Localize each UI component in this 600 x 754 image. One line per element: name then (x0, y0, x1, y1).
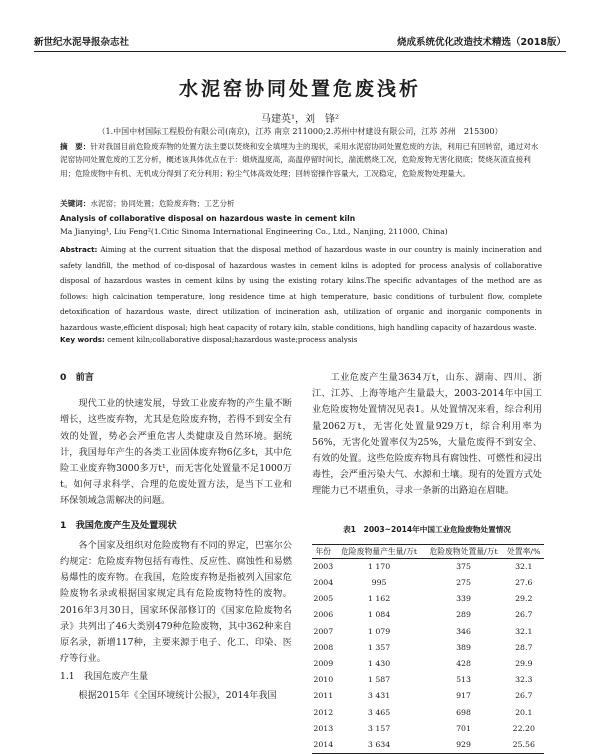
col-header-year: 年份 (315, 546, 332, 556)
keywords-en-text: cement kiln;collaborative disposal;hazardous waste;process analysis (107, 335, 358, 344)
table-cell: 275 (456, 578, 471, 588)
table-cell: 20.1 (515, 707, 533, 717)
table-cell: 1 357 (367, 642, 391, 652)
table-cell: 339 (456, 594, 471, 604)
table-cell: 26.7 (515, 691, 533, 701)
table-cell: 701 (456, 723, 471, 733)
table-row (312, 656, 544, 672)
running-header (34, 34, 566, 52)
table-row (312, 640, 544, 656)
table-cell: 2008 (313, 642, 334, 652)
right-paragraph: 工业危废产生量3634万t，山东、湖南、四川、浙江、江苏、上海等地产生量最大，2003-2014年中国工业危险废物处置情况见表1。从处置情况来看，综合利用量2062万t，无害化处置量929万t，综合利用率为56%，无害化处置率仅为25%，大量危废得不到安全、有效的处置。这些危险废弃物具有腐蚀性、可燃性和浸出毒性，会严重污染大气、水源和土壤。现有的处置方式处理能力已不堪重负，寻求一条新的出路迫在眉睫。 (312, 372, 542, 497)
table-cell: 26.7 (515, 610, 533, 620)
table-cell: 1 587 (367, 675, 391, 685)
english-title: Analysis of collaborative disposal on hazardous waste in cement kiln (60, 214, 356, 223)
table-cell: 27.6 (515, 578, 533, 588)
table-cell: 995 (371, 578, 387, 588)
article-title: 水泥窑协同处置危废浅析 (178, 78, 421, 100)
table-cell: 2004 (313, 578, 334, 588)
table-cell: 29.2 (515, 594, 533, 604)
table-cell: 3 157 (367, 723, 391, 733)
article-authors: 马建英¹，刘 锋² (260, 114, 340, 125)
table-cell: 29.9 (515, 659, 533, 669)
table-cell: 375 (456, 561, 471, 571)
section-0-paragraph: 现代工业的快速发展，导致工业废弃物的产生量不断增长，这些废弃物，尤其是危险废弃物，若得不到安全有效的处置，势必会严重危害人类健康及自然环境。据统计，我国每年产生的各类工业固体废弃物6亿多t，其中危险工业废弃物3000多万t¹，而无害化处置量不足1000万t。如何寻求科学、合理的危废处置方法，是当下工业和环保领域急需解决的问题。 (60, 398, 292, 507)
table-cell: 2010 (313, 675, 334, 685)
author-affiliation: （1.中国中材国际工程股份有限公司(南京)，江苏 南京 211000;2.苏州中材建设有限公司，江苏 苏州 215300） (97, 127, 503, 136)
abstract-en-text: Aiming at the current situation that the disposal method of hazardous waste in our country is mainly incineration and safety landfill, the method of co-disposal of hazardous wastes in cement kilns is adopted for process analysis of collaborative disposal of hazardous wastes in cement kilns by using the existing rotary kilns.The specific advantages of the method are as follows: high calcination temperature, long residence time at high temperature, basic conditions of turbulent flow, complete detoxification of hazardous waste, direct utilization of incineration ash, utilization of organic and inorganic components in hazardous waste,efficient disposal; high heat capacity of rotary kiln, stable conditions, high handling capacity of hazardous waste. (60, 245, 542, 332)
table-row (312, 591, 544, 607)
keywords-cn-label: 关键词： (60, 199, 91, 208)
table-cell: 2005 (313, 594, 334, 604)
table-cell: 2007 (313, 626, 334, 636)
table-row (312, 737, 544, 754)
abstract-cn (60, 140, 542, 180)
right-column (312, 370, 542, 754)
waste-table (312, 544, 544, 754)
table-cell: 2009 (313, 659, 334, 669)
table-cell: 2011 (313, 691, 334, 701)
col-header-rate: 处置率/% (507, 546, 541, 556)
col-header-disposed: 危险废物处置量/万t (429, 546, 498, 556)
table-cell: 513 (456, 675, 471, 685)
table-cell: 32.1 (515, 561, 533, 571)
table-cell: 2014 (313, 740, 334, 750)
table-cell: 1 430 (367, 659, 391, 669)
keywords-en-label: Key words: (60, 335, 105, 344)
table-row (312, 705, 544, 721)
table-cell: 1 084 (367, 610, 391, 620)
keywords-cn (60, 197, 542, 210)
table-cell: 389 (456, 642, 471, 652)
table-cell: 2013 (313, 723, 334, 733)
abstract-en (60, 242, 542, 335)
section-1-paragraph: 各个国家及组织对危险废物有不同的界定，巴塞尔公约规定：危险废弃物包括有毒性、反应性、腐蚀性和易燃易爆性的废弃物。在我国，危险废弃物是指被列入国家危险废物名录或根据国家规定具有危险废物特性的废物。2016年3月30日，国家环保部修订的《国家危险废物名录》共列出了46大类别479种危险废物，其中362种来自原名录，新增117种，主要来源于电子、化工、印染、医疗等行业。 (60, 539, 292, 665)
table-cell: 2012 (313, 707, 334, 717)
table-header-row (312, 544, 544, 558)
header-journal: 新世纪水泥导报杂志社 (34, 37, 130, 48)
table-cell: 1 162 (367, 594, 391, 604)
table-cell: 698 (456, 707, 471, 717)
section-1-1-paragraph: 根据2015年《全国环境统计公报》，2014年我国 (78, 689, 277, 701)
table-cell: 929 (456, 740, 471, 750)
table-cell: 3 634 (367, 740, 391, 750)
table-cell: 2003 (313, 561, 334, 571)
table-cell: 22.20 (512, 723, 535, 733)
table-cell: 428 (456, 659, 471, 669)
table-row (312, 575, 544, 591)
table-cell: 3 431 (367, 691, 391, 701)
abstract-cn-text: 针对我国目前危险废弃物的处置方法主要以焚烧和安全填埋为主的现状，采用水泥窑协同处置危废的方法，利用已有回转窑，通过对水泥窑协同处置危废的工艺分析，概述该具体优点在于：煅烧温度高，高温停留时间长，湍流燃烧工况，危险废物无害化彻底；焚烧灰渣直接利用；危险废物中有机、无机成分得到了充分利用；粉尘气体高效处理；回转窑操作容量大，工况稳定，危险废物处理量大。 (60, 142, 539, 178)
abstract-cn-label: 摘 要： (60, 142, 91, 151)
table-cell: 28.7 (515, 642, 533, 652)
section-1-heading: 1 我国危废产生及处置现状 (60, 519, 177, 531)
table-cell: 25.56 (512, 740, 535, 750)
keywords-en (60, 333, 542, 346)
keywords-cn-text: 水泥窑；协同处置；危险废弃物；工艺分析 (90, 199, 235, 208)
left-column (60, 370, 292, 704)
table-cell: 32.1 (515, 626, 533, 636)
table-cell: 3 465 (367, 707, 391, 717)
english-authors: Ma Jianying¹, Liu Feng²(1.Citic Sinoma International Engineering Co., Ltd., Nanjing, 211000, China) (60, 227, 448, 236)
table-row (312, 721, 544, 737)
table-row (312, 624, 544, 640)
table-caption: 表1 2003~2014年中国工业危险废物处置情况 (343, 524, 511, 534)
table-row (312, 558, 544, 575)
table-row (312, 672, 544, 688)
section-0-heading: 0 前言 (60, 372, 94, 383)
table-cell: 1 079 (367, 626, 391, 636)
table-body (312, 558, 544, 753)
table-cell: 32.3 (515, 675, 533, 685)
table-cell: 2006 (313, 610, 334, 620)
table-cell: 289 (456, 610, 471, 620)
table-cell: 1 170 (367, 561, 391, 571)
table-cell: 917 (456, 691, 471, 701)
col-header-generated: 危险废物量产生量/万t (341, 546, 418, 556)
section-1-1-heading: 1.1 我国危废产生量 (60, 671, 149, 683)
abstract-en-label: Abstract: (60, 245, 98, 254)
header-collection: 烧成系统优化改造技术精选（2018版） (397, 37, 566, 48)
table-row (312, 607, 544, 623)
table-cell: 346 (456, 626, 471, 636)
